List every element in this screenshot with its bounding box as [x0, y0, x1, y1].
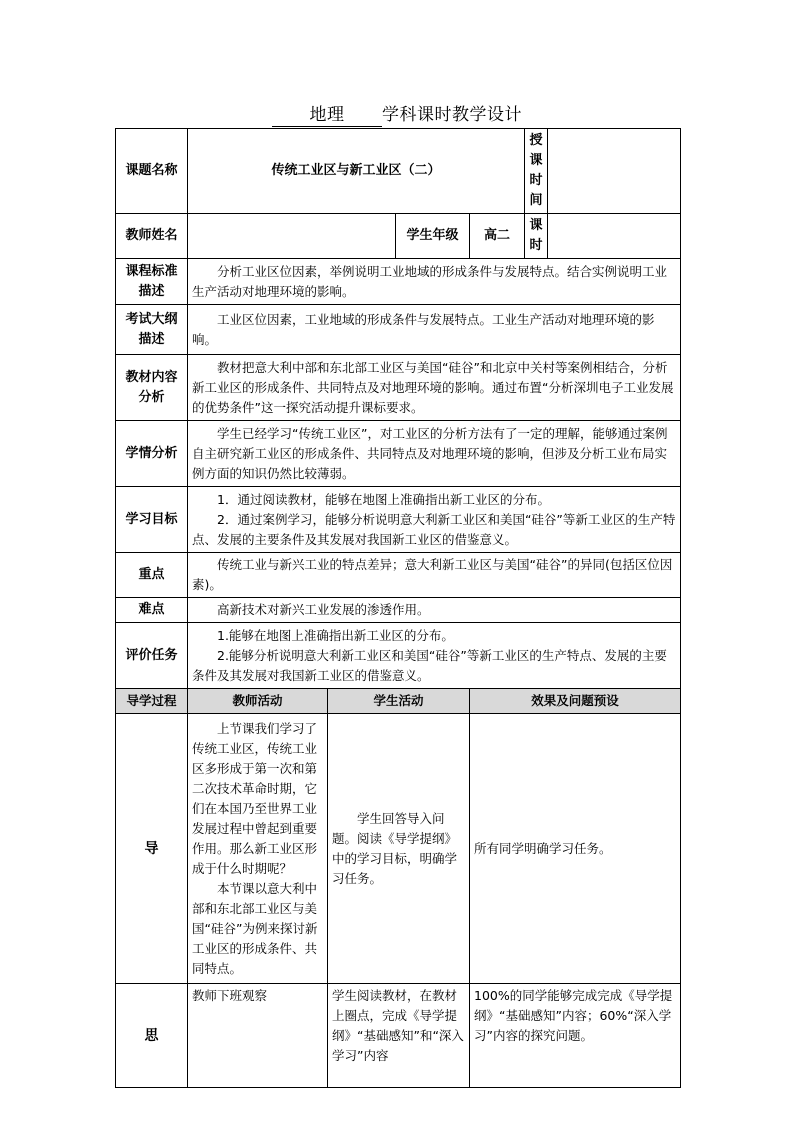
time-label: 授课时间: [525, 129, 548, 214]
stage-effect: 所有同学明确学习任务。: [470, 714, 681, 984]
subject-name: 地理: [272, 100, 382, 127]
eval-cell: [188, 623, 681, 689]
material-text: 教材把意大利中部和东北部工业区与美国“硅谷”和北京中关村等案例相结合，分析新工业区的形成条件、共同特点及对地理环境的影响。通过布置“分析深圳电子工业发展的优势条件”这一探究活动提升课标要求。: [188, 355, 681, 421]
lesson-plan-table: [115, 128, 681, 1088]
goals-cell: [188, 487, 681, 553]
col-student: 学生活动: [328, 689, 470, 714]
difficult-text: 高新技术对新兴工业发展的渗透作用。: [188, 598, 681, 623]
teacher-para: 上节课我们学习了传统工业区，传统工业区多形成于第一次和第二次技术革命时期，它们在本国乃至世界工业发展过程中曾起到重要作用。那么新工业区形成于什么时期呢？: [192, 720, 318, 876]
key-text: 传统工业与新兴工业的特点差异；意大利新工业区与美国“硅谷”的异同(包括区位因素)。: [188, 553, 681, 598]
page-title: [0, 100, 794, 127]
goal-item: 1．通过阅读教材，能够在地图上准确指出新工业区的分布。: [217, 491, 550, 507]
teacher-label: 教师姓名: [116, 214, 188, 259]
exam-label: 考试大纲描述: [116, 305, 188, 355]
goal-item: 2．通过案例学习，能够分析说明意大利新工业区和美国“硅谷”等新工业区的生产特点、发展的主要条件及其发展对我国新工业区的借鉴意义。: [192, 511, 676, 547]
col-effect: 效果及问题预设: [470, 689, 681, 714]
eval-item: 1.能够在地图上准确指出新工业区的分布。: [217, 627, 454, 643]
stage-student: 学生回答导入问题。阅读《导学提纲》中的学习目标，明确学习任务。: [328, 714, 470, 984]
topic-label: 课题名称: [116, 129, 188, 214]
stage-name: 思: [116, 984, 188, 1088]
stage-teacher: [188, 714, 328, 984]
col-stage: 导学过程: [116, 689, 188, 714]
teacher-para: 本节课以意大利中部和东北部工业区与美国“硅谷”为例来探讨新工业区的形成条件、共同特点。: [192, 880, 318, 976]
students-text: 学生已经学习“传统工业区”，对工业区的分析方法有了一定的理解，能够通过案例自主研究新工业区的形成条件、共同特点及对地理环境的影响，但涉及分析工业布局实例方面的知识仍然比较薄弱。: [188, 421, 681, 487]
curriculum-text: 分析工业区位因素，举例说明工业地域的形成条件与发展特点。结合实例说明工业生产活动对地理环境的影响。: [188, 259, 681, 305]
topic-value: 传统工业区与新工业区（二）: [188, 129, 525, 214]
grade-value: 高二: [470, 214, 525, 259]
curriculum-label: 课程标准描述: [116, 259, 188, 305]
stage-name: 导: [116, 714, 188, 984]
stage-teacher: 教师下班观察: [188, 984, 328, 1088]
students-label: 学情分析: [116, 421, 188, 487]
eval-label: 评价任务: [116, 623, 188, 689]
period-label: 课 时: [525, 214, 548, 259]
key-label: 重点: [116, 553, 188, 598]
stage-student: 学生阅读教材，在教材上圈点，完成《导学提纲》“基础感知”和“深入学习”内容: [328, 984, 470, 1088]
material-label: 教材内容分析: [116, 355, 188, 421]
col-teacher: 教师活动: [188, 689, 328, 714]
goals-label: 学习目标: [116, 487, 188, 553]
exam-text: 工业区位因素，工业地域的形成条件与发展特点。工业生产活动对地理环境的影响。: [188, 305, 681, 355]
title-suffix: 学科课时教学设计: [382, 105, 522, 125]
time-value: [548, 129, 681, 214]
teacher-value: [188, 214, 396, 259]
grade-label: 学生年级: [396, 214, 470, 259]
eval-item: 2.能够分析说明意大利新工业区和美国“硅谷”等新工业区的生产特点、发展的主要条件及其发展对我国新工业区的借鉴意义。: [192, 647, 667, 683]
difficult-label: 难点: [116, 598, 188, 623]
stage-effect: 100%的同学能够完成完成《导学提纲》“基础感知”内容；60%“深入学习”内容的探究问题。: [470, 984, 681, 1088]
